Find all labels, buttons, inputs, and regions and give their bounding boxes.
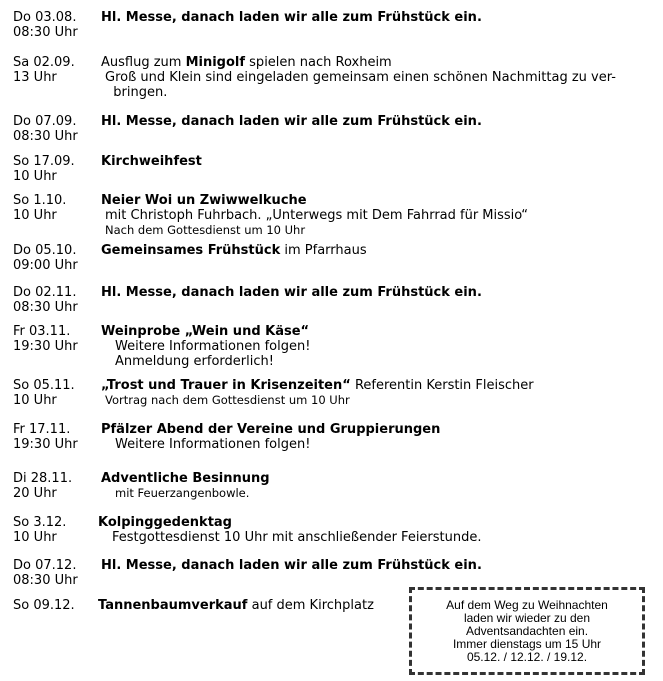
event-text: bringen. (105, 85, 168, 100)
event-date (13, 193, 103, 223)
event-date (13, 515, 103, 545)
event-line (98, 530, 643, 545)
event-description (101, 154, 646, 169)
event-time: 19:30 Uhr (13, 437, 78, 452)
event-title: Hl. Messe, danach laden wir alle zum Frühstück ein. (101, 285, 482, 300)
event-line (101, 324, 646, 339)
advent-info-box (409, 587, 645, 675)
event-title: Kolpinggedenktag (98, 515, 232, 530)
event-line (101, 223, 646, 238)
event-description (101, 285, 646, 300)
event-text: Referentin Kerstin Fleischer (350, 378, 534, 393)
event-line (101, 193, 646, 208)
event-title: Tannenbaumverkauf (98, 598, 248, 613)
event-day: Do 07.09. (13, 114, 77, 129)
event-day: So 1.10. (13, 193, 67, 208)
event-line (101, 208, 646, 223)
event-line (101, 243, 646, 258)
event-day: Do 02.11. (13, 285, 77, 300)
event-date (13, 324, 103, 354)
event-description (101, 378, 646, 408)
event-text: Vortrag nach dem Gottesdienst um 10 Uhr (105, 393, 350, 407)
event-title: Weinprobe „Wein und Käse“ (101, 324, 310, 339)
event-description (101, 422, 646, 452)
event-day: Do 05.10. (13, 243, 77, 258)
advent-info-line: 05.12. / 12.12. / 19.12. (466, 649, 588, 664)
event-line (101, 339, 646, 354)
event-line (101, 285, 646, 300)
event-title: Hl. Messe, danach laden wir alle zum Frühstück ein. (101, 114, 482, 129)
event-line (101, 378, 646, 393)
event-description (101, 55, 646, 100)
event-line (101, 558, 646, 573)
event-day: Do 03.08. (13, 10, 77, 25)
event-time: 10 Uhr (13, 169, 57, 184)
advent-info-line: Auf dem Weg zu Weihnachten (446, 597, 608, 612)
event-day: So 3.12. (13, 515, 67, 530)
event-day: Fr 17.11. (13, 422, 71, 437)
event-time: 20 Uhr (13, 486, 57, 501)
event-time: 08:30 Uhr (13, 300, 78, 315)
event-description (101, 243, 646, 258)
event-description (101, 558, 646, 573)
event-line (101, 10, 646, 25)
event-text: im Pfarrhaus (280, 243, 367, 258)
event-text: Weitere Informationen folgen! (115, 437, 311, 452)
event-time: 08:30 Uhr (13, 573, 78, 588)
event-line (98, 515, 643, 530)
event-line (101, 437, 646, 452)
event-date (13, 422, 103, 452)
event-line (101, 55, 646, 70)
event-text: auf dem Kirchplatz (247, 598, 374, 613)
event-text: Anmeldung erforderlich! (115, 354, 274, 369)
event-description (101, 10, 646, 25)
event-date (13, 471, 103, 501)
event-title: Adventliche Besinnung (101, 471, 270, 486)
event-title: Pfälzer Abend der Vereine und Gruppierungen (101, 422, 441, 437)
event-date (13, 114, 103, 144)
event-line (101, 154, 646, 169)
event-line (101, 85, 646, 100)
event-text: mit Christoph Fuhrbach. „Unterwegs mit Dem Fahrrad für Missio“ (105, 208, 529, 223)
event-date (13, 243, 103, 273)
event-description (101, 471, 646, 501)
event-text: Ausflug zum (101, 55, 186, 70)
event-text: Groß und Klein sind eingeladen gemeinsam einen schönen Nachmittag zu ver- (105, 70, 616, 85)
event-day: Di 28.11. (13, 471, 73, 486)
event-text: Nach dem Gottesdienst um 10 Uhr (105, 223, 306, 237)
event-description (98, 515, 643, 545)
event-date (13, 378, 103, 408)
event-title: Gemeinsames Frühstück (101, 243, 281, 258)
event-time: 10 Uhr (13, 393, 57, 408)
event-time: 13 Uhr (13, 70, 57, 85)
event-date (13, 154, 103, 184)
event-line (101, 393, 646, 408)
event-description (101, 193, 646, 238)
event-time: 08:30 Uhr (13, 129, 78, 144)
event-date (13, 558, 103, 588)
event-date (13, 10, 103, 40)
event-title: Minigolf (185, 55, 246, 70)
advent-info-line: laden wir wieder zu den (463, 610, 591, 625)
event-date (13, 598, 103, 613)
event-day: Do 07.12. (13, 558, 77, 573)
event-day: Sa 02.09. (13, 55, 75, 70)
event-time: 09:00 Uhr (13, 258, 78, 273)
event-date (13, 285, 103, 315)
event-line (101, 354, 646, 369)
advent-info-line: Adventsandachten ein. (465, 623, 589, 638)
event-line (101, 471, 646, 486)
event-line (101, 114, 646, 129)
event-title: Neier Woi un Zwiwwelkuche (101, 193, 307, 208)
advent-info-line: Immer dienstags um 15 Uhr (452, 636, 602, 651)
event-description (101, 324, 646, 369)
event-line (101, 422, 646, 437)
event-title: Kirchweihfest (101, 154, 202, 169)
event-time: 19:30 Uhr (13, 339, 78, 354)
event-day: So 17.09. (13, 154, 75, 169)
event-line (101, 486, 646, 501)
event-day: Fr 03.11. (13, 324, 71, 339)
event-text: Festgottesdienst 10 Uhr mit anschließender Feierstunde. (112, 530, 482, 545)
event-time: 10 Uhr (13, 208, 57, 223)
event-day: So 09.12. (13, 598, 75, 613)
event-text: mit Feuerzangenbowle. (115, 486, 250, 500)
event-line (101, 70, 646, 85)
event-time: 08:30 Uhr (13, 25, 78, 40)
event-time: 10 Uhr (13, 530, 57, 545)
event-text: spielen nach Roxheim (245, 55, 392, 70)
event-day: So 05.11. (13, 378, 75, 393)
event-description (101, 114, 646, 129)
event-title: Hl. Messe, danach laden wir alle zum Frühstück ein. (101, 10, 482, 25)
event-text: Weitere Informationen folgen! (115, 339, 311, 354)
event-title: Hl. Messe, danach laden wir alle zum Frühstück ein. (101, 558, 482, 573)
event-date (13, 55, 103, 85)
event-title: „Trost und Trauer in Krisenzeiten“ (101, 378, 351, 393)
